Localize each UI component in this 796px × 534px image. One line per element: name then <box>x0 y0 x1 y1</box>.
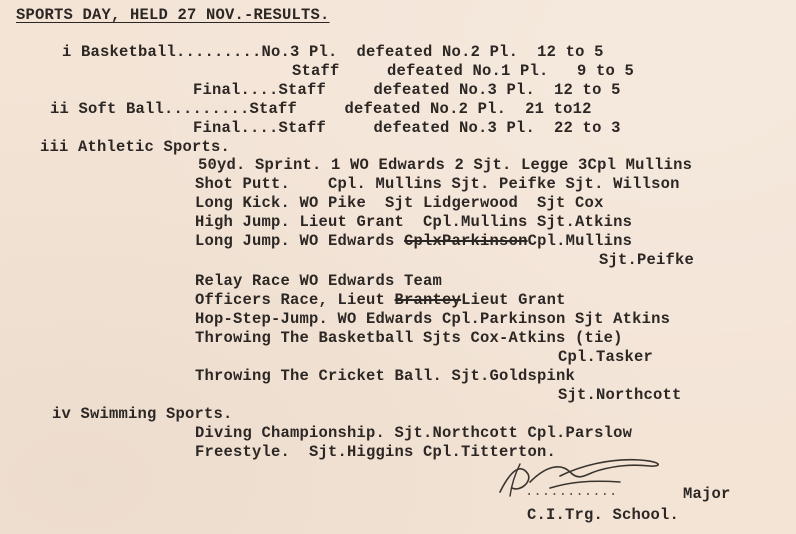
handwritten-signature <box>490 452 680 502</box>
long-jump-text: Long Jump. WO Edwards <box>195 232 405 250</box>
softball-result: ii Soft Ball.........Staff defeated No.2 Pl. 21 to12 <box>50 100 592 118</box>
document-title: SPORTS DAY, HELD 27 NOV.-RESULTS. <box>16 6 330 24</box>
basketball-final: Final....Staff defeated No.3 Pl. 12 to 5 <box>193 81 621 99</box>
softball-final: Final....Staff defeated No.3 Pl. 22 to 3 <box>193 119 621 137</box>
shot-putt-result: Shot Putt. Cpl. Mullins Sjt. Peifke Sjt. Willson <box>195 175 680 193</box>
long-jump-continuation: Sjt.Peifke <box>599 251 695 269</box>
officers-race-result <box>195 291 566 310</box>
swimming-sports-heading: iv Swimming Sports. <box>52 405 233 423</box>
hop-step-jump-result: Hop-Step-Jump. WO Edwards Cpl.Parkinson Sjt Atkins <box>195 310 671 328</box>
long-kick-result: Long Kick. WO Pike Sjt Lidgerwood Sjt Cox <box>195 194 604 212</box>
struck-out-word: Brantey <box>394 291 462 309</box>
long-jump-result <box>195 232 632 251</box>
basketball-result-1: i Basketball.........No.3 Pl. defeated No.2 Pl. 12 to 5 <box>62 43 604 61</box>
sprint-result: 50yd. Sprint. 1 WO Edwards 2 Sjt. Legge 3Cpl Mullins <box>198 156 693 174</box>
officers-race-text: Officers Race, Lieut <box>195 291 395 309</box>
signature-unit: C.I.Trg. School. <box>527 506 680 524</box>
signature-rank: Major <box>683 485 731 503</box>
throwing-cricket-ball-continuation: Sjt.Northcott <box>558 386 682 404</box>
freestyle-result: Freestyle. Sjt.Higgins Cpl.Titterton. <box>195 443 557 461</box>
throwing-basketball-continuation: Cpl.Tasker <box>558 348 654 366</box>
high-jump-result: High Jump. Lieut Grant Cpl.Mullins Sjt.Atkins <box>195 213 633 231</box>
struck-out-name: CplxParkinson <box>404 232 528 250</box>
relay-race-result: Relay Race WO Edwards Team <box>195 272 443 290</box>
athletic-sports-heading: iii Athletic Sports. <box>40 138 231 156</box>
diving-championship-result: Diving Championship. Sjt.Northcott Cpl.Parslow <box>195 424 633 442</box>
svg-text:...........: ........... <box>525 484 618 500</box>
throwing-cricket-ball-result: Throwing The Cricket Ball. Sjt.Goldspink <box>195 367 576 385</box>
officers-race-winner: Lieut Grant <box>461 291 566 309</box>
long-jump-third: Cpl.Mullins <box>527 232 633 250</box>
basketball-result-2: Staff defeated No.1 Pl. 9 to 5 <box>292 62 635 80</box>
throwing-basketball-result: Throwing The Basketball Sjts Cox-Atkins (tie) <box>195 329 623 347</box>
